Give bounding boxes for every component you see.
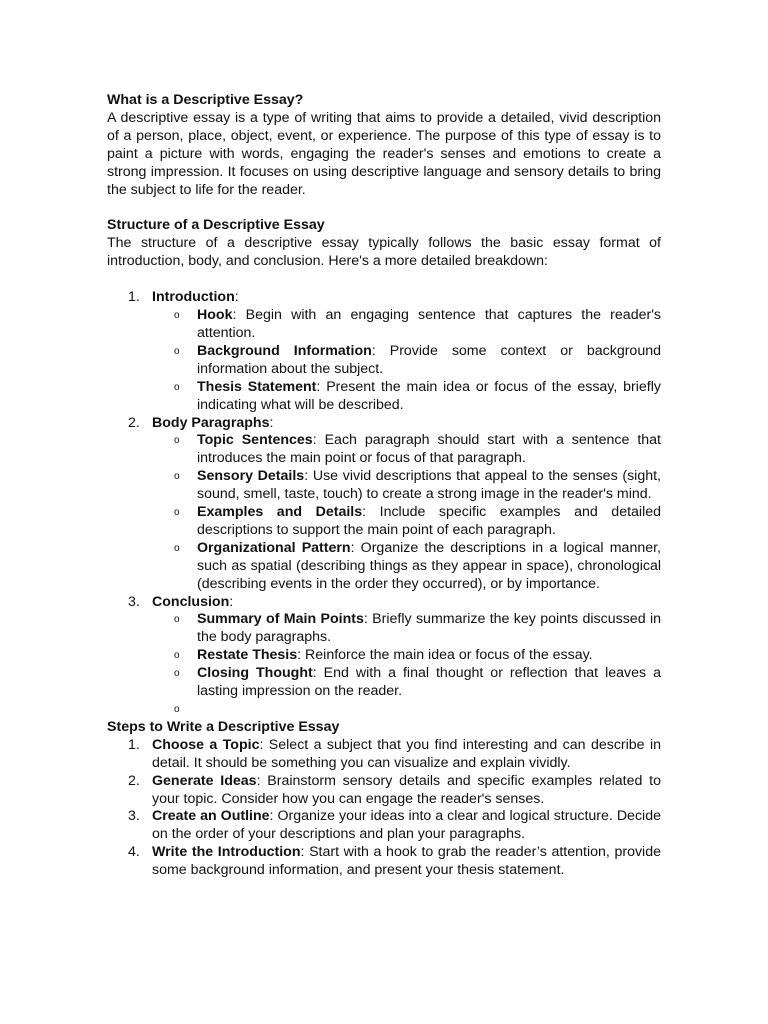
- sub-list-item: [152, 540, 661, 594]
- sub-list-item: [152, 343, 661, 379]
- steps-list: [107, 737, 661, 880]
- list-item-title: Conclusion: [152, 593, 230, 610]
- step-term: Write the Introduction: [152, 844, 301, 861]
- sub-item-text: : End with a final thought or reflection that leaves a lasting impression on the reader.: [197, 665, 661, 700]
- intro-heading: What is a Descriptive Essay?: [107, 92, 304, 108]
- step-item: [107, 773, 661, 809]
- hollow-bullet-icon: o: [174, 542, 180, 554]
- sub-item-text: : Each paragraph should start with a sentence that introduces the main point or focus of that paragraph.: [197, 432, 661, 467]
- structure-paragraph: The structure of a descriptive essay typically follows the basic essay format of introduction, body, and conclusion. Here's a more detailed breakdown:: [107, 235, 661, 270]
- sub-item-term: Closing Thought: [197, 665, 313, 682]
- list-item-title: Body Paragraphs: [152, 414, 270, 431]
- sub-list-item: [152, 504, 661, 540]
- structure-item-introduction: [107, 289, 661, 414]
- sub-item-term: Background Information: [197, 342, 372, 359]
- hollow-bullet-icon: o: [174, 650, 180, 662]
- list-number: 3.: [128, 808, 140, 825]
- list-number: 1.: [128, 736, 140, 753]
- sub-item-text: : Briefly summarize the key points discussed in the body paragraphs.: [197, 611, 662, 646]
- step-text: : Select a subject that you find interesting and can describe in detail. It should be something you can visualize and explain vividly.: [152, 736, 661, 771]
- sub-item-term: Summary of Main Points: [197, 611, 364, 628]
- hollow-bullet-icon: o: [174, 345, 180, 357]
- sub-list-item: [152, 611, 661, 647]
- sub-item-text: : Reinforce the main idea or focus of the essay.: [297, 647, 593, 664]
- step-item: [107, 844, 661, 880]
- hollow-bullet-icon: o: [174, 310, 180, 322]
- sub-item-text: : Provide some context or background information about the subject.: [197, 342, 661, 377]
- spacer: [107, 271, 661, 289]
- step-term: Create an Outline: [152, 808, 270, 825]
- sub-list: [152, 432, 661, 593]
- list-number: 2.: [128, 414, 140, 431]
- sub-list-item-empty: [152, 701, 661, 719]
- sub-list-item: [152, 468, 661, 504]
- sub-item-text: : Present the main idea or focus of the essay, briefly indicating what will be described.: [197, 378, 661, 413]
- list-item-title: Introduction: [152, 289, 235, 306]
- sub-item-text: : Include specific examples and detailed descriptions to support the main point of each paragraph.: [197, 504, 662, 538]
- sub-item-text: : Use vivid descriptions that appeal to the senses (sight, sound, smell, taste, touch) to create a strong image in the reader's mind.: [197, 468, 661, 503]
- steps-heading: Steps to Write a Descriptive Essay: [107, 718, 340, 735]
- sub-list-item: [152, 379, 661, 415]
- hollow-bullet-icon: o: [174, 507, 180, 519]
- list-number: 3.: [128, 593, 140, 610]
- sub-item-term: Sensory Details: [197, 468, 305, 485]
- sub-item-term: Topic Sentences: [197, 432, 313, 449]
- step-term: Generate Ideas: [152, 772, 257, 789]
- structure-item-body-paragraphs: [107, 415, 661, 594]
- hollow-bullet-icon: o: [174, 704, 180, 715]
- list-number: 4.: [128, 844, 140, 861]
- step-item: [107, 737, 661, 773]
- hollow-bullet-icon: o: [174, 435, 180, 447]
- list-item-suffix: :: [229, 593, 234, 610]
- step-term: Choose a Topic: [152, 736, 260, 753]
- structure-item-conclusion: [107, 594, 661, 719]
- step-text: : Brainstorm sensory details and specific examples related to your topic. Consider how you can engage the reader's senses.: [152, 772, 661, 807]
- sub-item-term: Restate Thesis: [197, 647, 298, 664]
- sub-list-item: [152, 432, 661, 468]
- hollow-bullet-icon: o: [174, 614, 180, 626]
- list-number: 1.: [128, 289, 140, 306]
- spacer: [107, 199, 661, 217]
- list-number: 2.: [128, 772, 140, 789]
- structure-heading: Structure of a Descriptive Essay: [107, 217, 325, 234]
- list-item-suffix: :: [234, 289, 239, 306]
- step-item: [107, 808, 661, 844]
- sub-item-text: : Organize the descriptions in a logical manner, such as spatial (describing things as they appear in space), chronological (describing events in the order they occurred), or by importance.: [197, 539, 661, 592]
- intro-paragraph: A descriptive essay is a type of writing that aims to provide a detailed, vivid description of a person, place, object, event, or experience. The purpose of this type of essay is to paint a picture with words, engaging the reader's senses and emotions to create a strong impression. It focuses on using descriptive language and sensory details to bring the subject to life for the reader.: [107, 109, 661, 198]
- structure-list: [107, 289, 661, 719]
- sub-item-term: Hook: [197, 307, 233, 324]
- step-text: : Organize your ideas into a clear and logical structure. Decide on the order of your descriptions and plan your paragraphs.: [152, 808, 661, 843]
- hollow-bullet-icon: o: [174, 471, 180, 483]
- sub-item-term: Thesis Statement: [197, 378, 317, 395]
- sub-list-item: [152, 665, 661, 701]
- sub-list-item: [152, 647, 661, 665]
- document-page: [107, 92, 661, 880]
- sub-item-term: Organizational Pattern: [197, 539, 351, 556]
- sub-list: [152, 307, 661, 414]
- sub-item-text: : Begin with an engaging sentence that captures the reader's attention.: [197, 307, 661, 341]
- sub-list-item: [152, 307, 661, 343]
- sub-item-term: Examples and Details: [197, 504, 363, 521]
- hollow-bullet-icon: o: [174, 668, 180, 680]
- list-item-suffix: :: [269, 414, 274, 431]
- hollow-bullet-icon: o: [174, 381, 180, 393]
- step-text: : Start with a hook to grab the reader’s attention, provide some background information, and present your thesis statement.: [152, 844, 661, 879]
- sub-list: [152, 611, 661, 718]
